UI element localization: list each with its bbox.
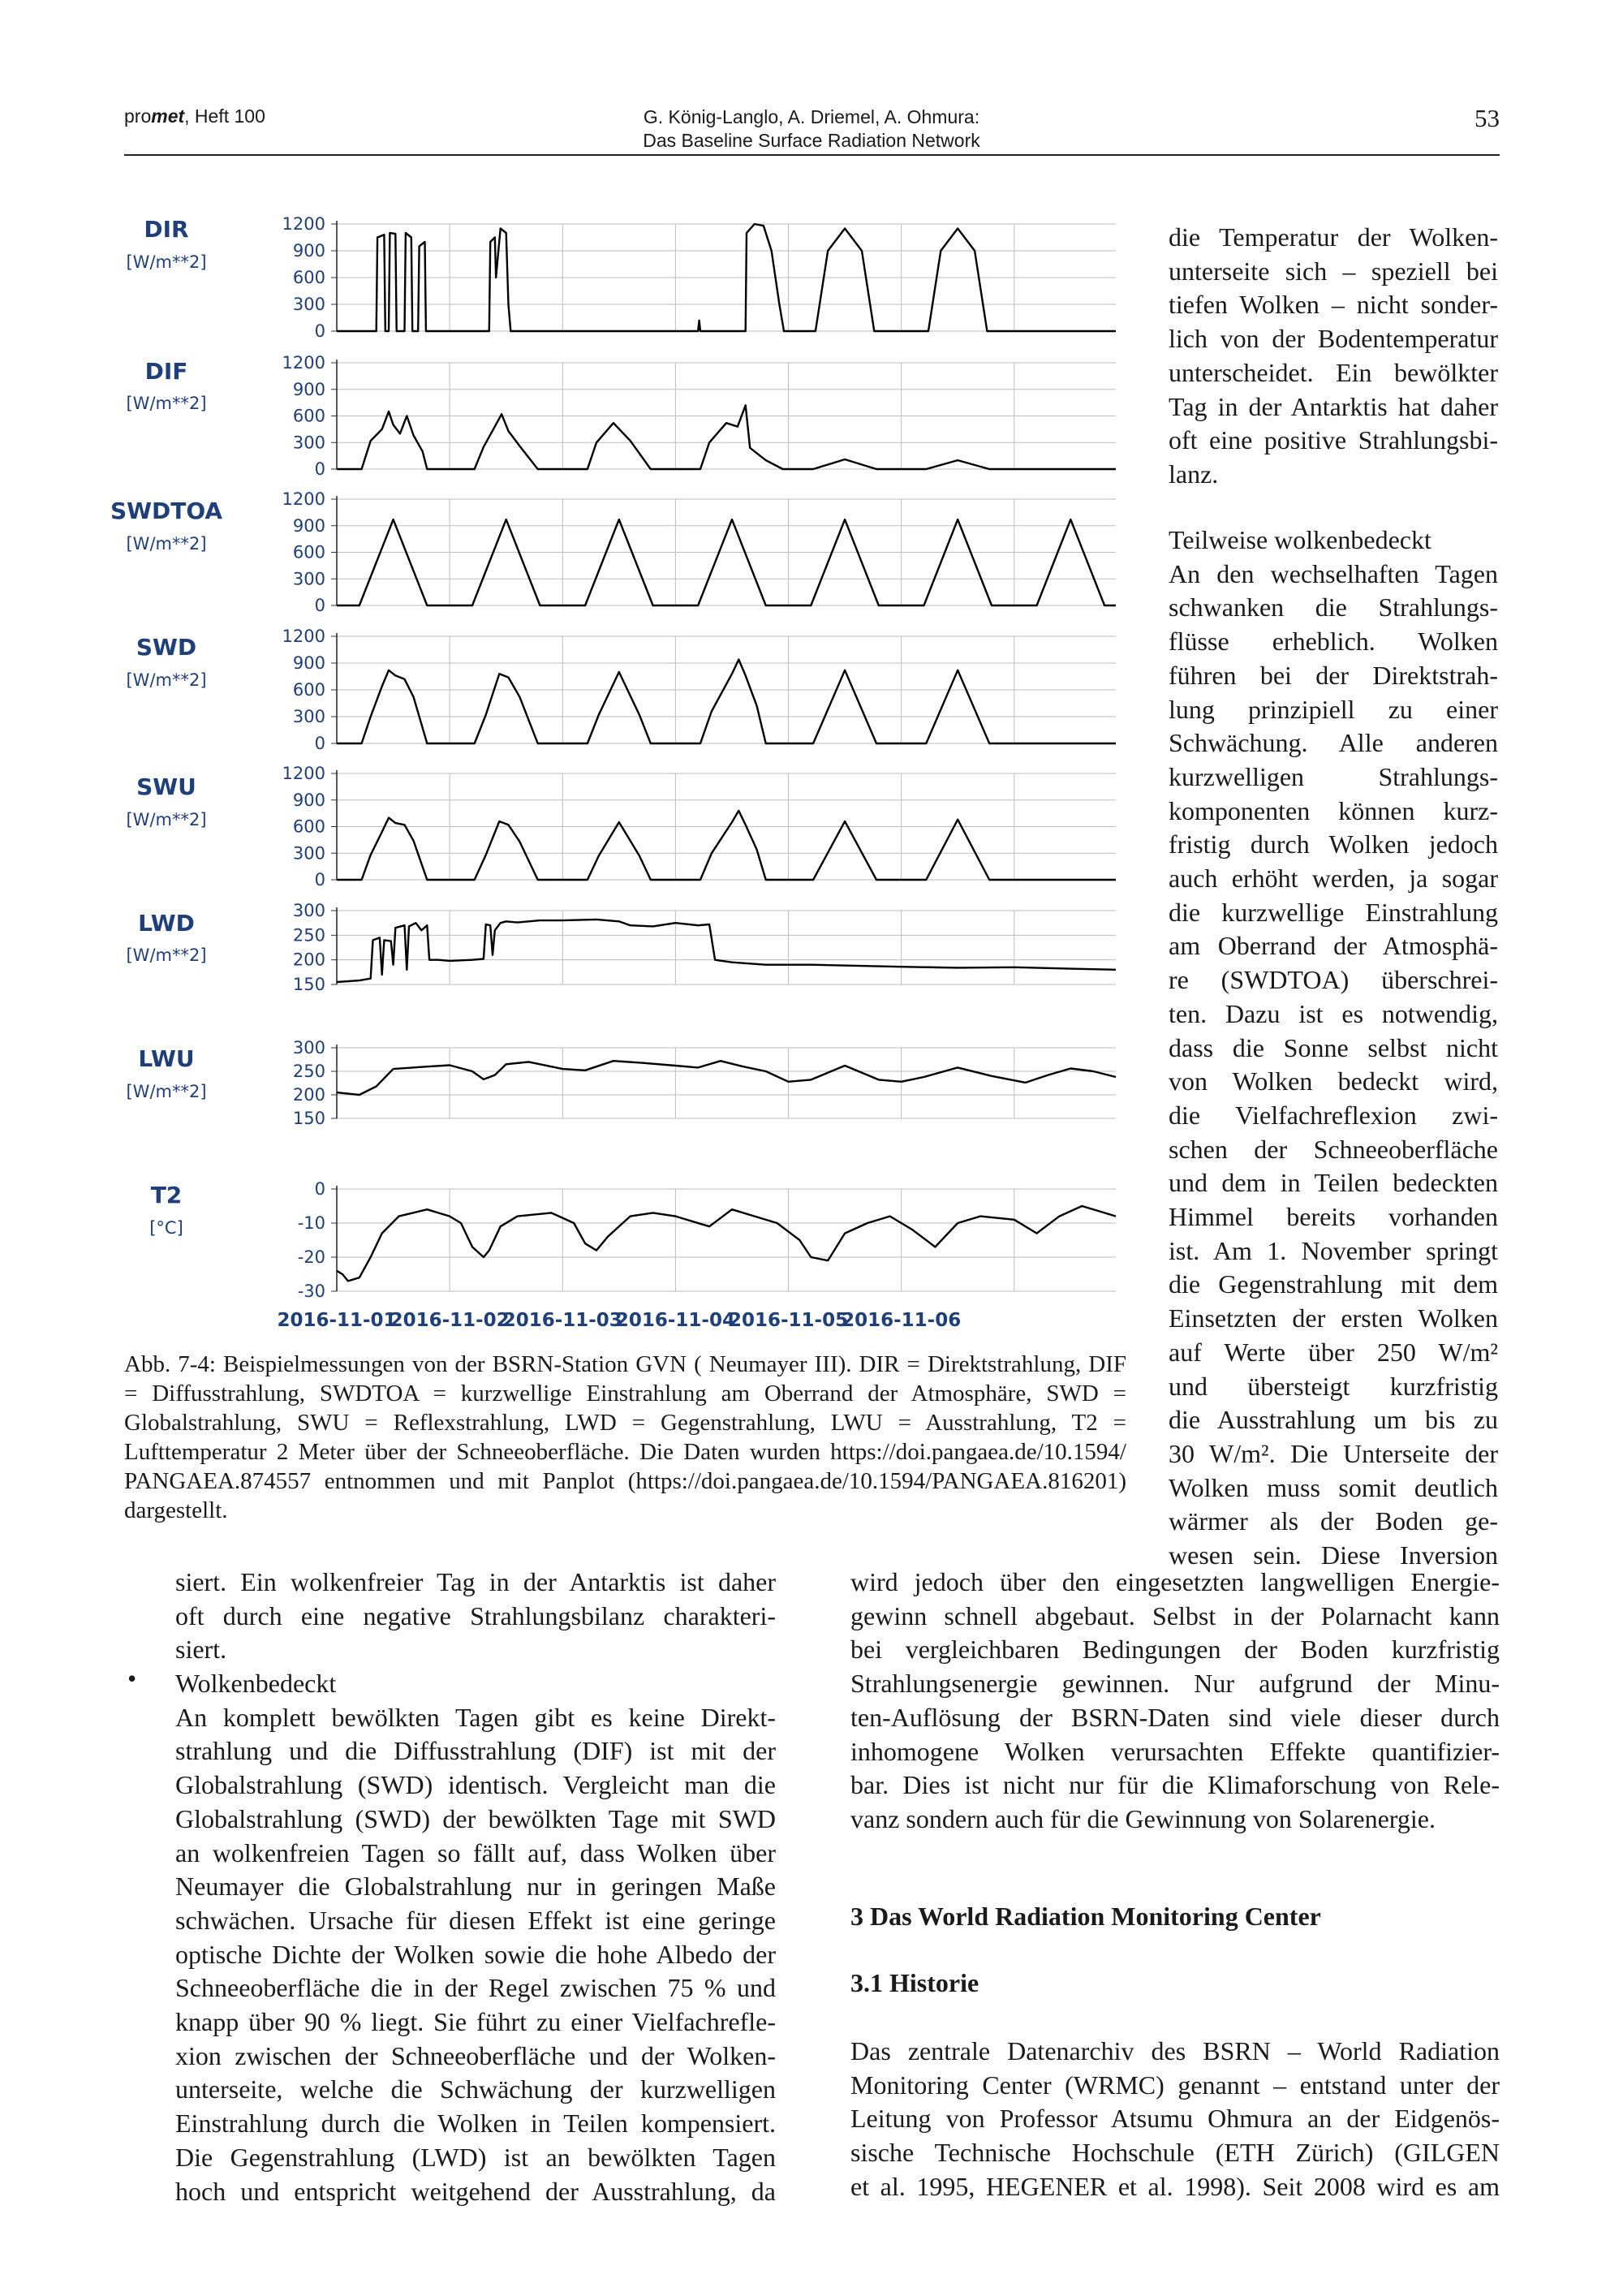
y-tick-label: 900 [292,653,325,673]
text-line: Schwächung. Alle anderen [1169,728,1498,758]
y-tick-label: 1200 [282,353,325,373]
text-line: gewinn schnell abgebaut. Selbst in der Polarnacht kann [850,1600,1500,1630]
y-tick-label: 600 [292,542,325,562]
text-line: lanz. [1169,459,1219,489]
text-line: ist. Am 1. November springt [1169,1235,1498,1265]
y-tick-label: 600 [292,680,325,700]
panel-label: SWD [136,634,197,661]
section-partly-title: Teilweise wolkenbedeckt [1169,525,1431,554]
x-tick-label: 2016-11-04 [615,1310,735,1331]
text-line: lich von der Bodentemperatur [1169,324,1498,354]
series-line-lwd [337,920,1116,982]
y-tick-label: 200 [292,1085,325,1105]
y-tick-label: 150 [292,975,325,994]
text-line: Tag in der Antarktis hat daher [1169,391,1498,421]
text-line: Schneeoberfläche die in der Regel zwischen 75 % und [175,1973,776,2003]
text-line: die Ausstrahlung um bis zu [1169,1405,1498,1435]
header-title: Das Baseline Surface Radiation Network [643,130,980,151]
text-line: et al. 1995, HEGENER et al. 1998). Seit 2008 wird es am [850,2171,1500,2201]
y-tick-label: 900 [292,515,325,536]
page-number: 53 [1474,104,1500,132]
y-tick-label: 250 [292,1062,325,1081]
series-line-swdtoa [337,519,1116,605]
y-tick-label: 900 [292,379,325,399]
journal-name: promet, Heft 100 [124,106,265,127]
panel-unit: [W/m**2] [126,946,207,965]
y-tick-label: 300 [292,295,325,314]
x-tick-label: 2016-11-05 [728,1310,849,1331]
section-partly-cloudy [1169,523,1498,1573]
text-line: wärmer als der Boden ge- [1169,1506,1498,1536]
text-line: die kurzwellige Einstrahlung [1169,897,1498,927]
section3-heading: 3 Das World Radiation Monitoring Center [850,1902,1321,1931]
text-line: knapp über 90 % liegt. Sie führt zu einer Vielfachrefle- [175,2007,776,2037]
y-tick-label: -30 [297,1282,325,1301]
text-line: komponenten können kurz- [1169,795,1498,825]
panel-label: T2 [150,1182,183,1208]
figure-caption: Abb. 7-4: Beispielmessungen von der BSRN-Station GVN ( Neumayer III). DIR = Direktstrahlung, DIF = Diffusstrahlung, SWDTOA = kurzwellige Einstrahlung am Oberrand der Atmosphäre, SWD = Globalstrahlung, SWU = Reflexstrahlung, LWD = Gegenstrahlung, LWU = Ausstrahlung, T2 = Lufttemperatur 2 Meter über der Schneeoberfläche. Die Daten wurden https://doi.pangaea.de/10.1594/ PANGAEA.874557 entnommen und mit Panplot (https://doi.pangaea.de/10.1594/PANGAEA.816201) dargestellt. [124,1351,1126,1523]
bullet-marker: • [127,1664,137,1693]
text-line: und übersteigt kurzfristig [1169,1371,1498,1401]
text-line: Wolken muss somit deutlich [1169,1472,1498,1502]
y-tick-label: 900 [292,241,325,261]
y-tick-label: -10 [297,1213,325,1233]
text-line: fristig durch Wolken jedoch [1169,829,1498,859]
text-line: auf Werte über 250 W/m² [1169,1337,1498,1367]
panel-unit: [°C] [149,1218,183,1238]
x-tick-label: 2016-11-02 [390,1310,510,1331]
text-line: die Gegenstrahlung mit dem [1169,1269,1498,1299]
text-line: re (SWDTOA) überschrei- [1169,965,1498,995]
series-line-t2 [337,1206,1116,1281]
left-column-cloudy [175,1667,776,2208]
panel-unit: [W/m**2] [126,1082,207,1101]
text-line: bei vergleichbaren Bedingungen der Boden kurzfristig [850,1635,1500,1665]
y-tick-label: 300 [292,901,325,920]
header-authors: G. König-Langlo, A. Driemel, A. Ohmura: [643,106,980,127]
text-line: oft durch eine negative Strahlungsbilanz charakteri- [175,1600,776,1630]
text-line: unterseite, welche die Schwächung der kurzwelligen [175,2074,776,2104]
text-line: Globalstrahlung (SWD) identisch. Vergleicht man die [175,1770,776,1800]
y-tick-label: 150 [292,1109,325,1128]
y-tick-label: 0 [314,870,325,890]
series-line-lwu [337,1061,1116,1095]
panel-unit: [W/m**2] [126,670,207,690]
text-line: hoch und entspricht weitgehend der Ausstrahlung, da [175,2176,776,2206]
panel-label: SWDTOA [110,498,223,524]
text-line: dass die Sonne selbst nicht [1169,1032,1498,1062]
text-line: inhomogene Wolken verursachten Effekte quantifizier- [850,1736,1500,1766]
text-line: siert. [175,1635,227,1665]
text-line: am Oberrand der Atmosphä- [1169,931,1498,961]
series-line-swd [337,660,1116,743]
y-tick-label: 600 [292,268,325,287]
text-line: schwanken die Strahlungs- [1169,592,1498,622]
text-line: Globalstrahlung (SWD) der bewölkten Tage mit SWD [175,1803,776,1833]
panel-label: LWD [138,910,195,937]
text-line: schen der Schneeoberfläche [1169,1134,1498,1164]
text-line: kurzwelligen Strahlungs- [1169,761,1498,791]
y-tick-label: 300 [292,433,325,453]
text-line: 30 W/m². Die Unterseite der [1169,1438,1498,1468]
text-line: strahlung und die Diffusstrahlung (DIF) ist mit der [175,1736,776,1766]
panel-unit: [W/m**2] [126,810,207,829]
text-line: wird jedoch über den eingesetzten langwelligen Energie- [850,1567,1500,1596]
section31-paragraph [850,2035,1500,2204]
y-tick-label: 600 [292,406,325,426]
bullet-title: Wolkenbedeckt [175,1669,337,1698]
text-line: xion zwischen der Schneeoberfläche und der Wolken- [175,2040,776,2070]
text-line: oft eine positive Strahlungsbi- [1169,425,1498,455]
text-line: und dem in Teilen bedeckten [1169,1168,1498,1198]
text-line: sische Technische Hochschule (ETH Zürich) (GILGEN [850,2138,1500,2168]
text-line: Leitung von Professor Atsumu Ohmura an der Eidgenös- [850,2104,1500,2134]
text-line: führen bei der Direktstrah- [1169,660,1498,690]
text-line: auch erhöht werden, ja sogar [1169,864,1498,894]
panel-unit: [W/m**2] [126,394,207,413]
text-line: Die Gegenstrahlung (LWD) ist an bewölkten Tagen [175,2142,776,2172]
y-tick-label: 300 [292,843,325,864]
y-tick-label: 200 [292,950,325,970]
panel-label: LWU [138,1045,195,1072]
text-line: die Temperatur der Wolken- [1169,222,1498,252]
text-line: unterscheidet. Ein bewölkter [1169,357,1498,387]
y-tick-label: 600 [292,816,325,837]
y-tick-label: 0 [314,321,325,341]
text-line: siert. Ein wolkenfreier Tag in der Antarktis ist daher [175,1567,776,1596]
x-tick-label: 2016-11-01 [277,1310,397,1331]
series-line-dif [337,405,1116,469]
y-tick-label: 900 [292,790,325,810]
panel-unit: [W/m**2] [126,252,207,272]
text-line: lung prinzipiell zu einer [1169,694,1498,724]
text-line: Strahlungsenergie gewinnen. Nur aufgrund der Minu- [850,1669,1500,1699]
y-tick-label: 300 [292,1038,325,1058]
text-line: ten. Dazu ist es notwendig, [1169,998,1498,1028]
y-tick-label: 1200 [282,627,325,646]
x-tick-label: 2016-11-03 [502,1310,622,1331]
running-header [568,106,1055,153]
right-column-top [1169,221,1498,492]
text-line: bar. Dies ist nicht nur für die Klimaforschung von Rele- [850,1770,1500,1800]
right-bottom-paragraph [850,1566,1500,1837]
panel-label: DIF [144,358,188,385]
panel-label: SWU [136,773,196,800]
y-tick-label: 300 [292,569,325,589]
y-tick-label: 0 [314,459,325,479]
y-tick-label: -20 [297,1247,325,1267]
y-tick-label: 0 [314,596,325,615]
left-column-intro [175,1566,776,1667]
text-line: schwächen. Ursache für diesen Effekt ist eine geringe [175,1905,776,1935]
text-line: an wolkenfreien Tagen so fällt auf, dass Wolken über [175,1837,776,1867]
y-tick-label: 250 [292,925,325,946]
bsrn-figure [110,213,1128,1357]
y-tick-label: 0 [314,1179,325,1199]
text-line: tiefen Wolken – nicht sonder- [1169,290,1498,320]
panel-unit: [W/m**2] [126,534,207,554]
x-tick-label: 2016-11-06 [842,1310,962,1331]
text-line: An den wechselhaften Tagen [1169,558,1498,588]
series-line-swu [337,811,1116,880]
text-line: unterseite sich – speziell bei [1169,256,1498,286]
text-line: flüsse erheblich. Wolken [1169,627,1498,657]
text-line: von Wolken bedeckt wird, [1169,1066,1498,1096]
text-line: ten-Auflösung der BSRN-Daten sind viele dieser durch [850,1702,1500,1732]
text-line: vanz sondern auch für die Gewinnung von Solarenergie. [850,1803,1436,1833]
section31-heading: 3.1 Historie [850,1968,979,1997]
text-line: Das zentrale Datenarchiv des BSRN – World Radiation [850,2036,1500,2066]
text-line: Monitoring Center (WRMC) genannt – entstand unter der [850,2070,1500,2100]
header-rule [124,154,1500,156]
text-line: Einstrahlung durch die Wolken in Teilen kompensiert. [175,2109,776,2139]
text-line: Neumayer die Globalstrahlung nur in geringen Maße [175,1872,776,1902]
y-tick-label: 0 [314,734,325,753]
y-tick-label: 300 [292,707,325,726]
text-line: An komplett bewölkten Tagen gibt es keine Direkt- [175,1702,776,1732]
text-line: Einsetzten der ersten Wolken [1169,1303,1498,1333]
y-tick-label: 1200 [282,214,325,234]
panel-label: DIR [144,216,189,243]
text-line: Himmel bereits vorhanden [1169,1202,1498,1232]
y-tick-label: 1200 [282,764,325,783]
text-line: die Vielfachreflexion zwi- [1169,1100,1498,1130]
y-tick-label: 1200 [282,489,325,509]
text-line: optische Dichte der Wolken sowie die hohe Albedo der [175,1939,776,1969]
text-line: wesen sein. Diese Inversion [1169,1540,1498,1570]
